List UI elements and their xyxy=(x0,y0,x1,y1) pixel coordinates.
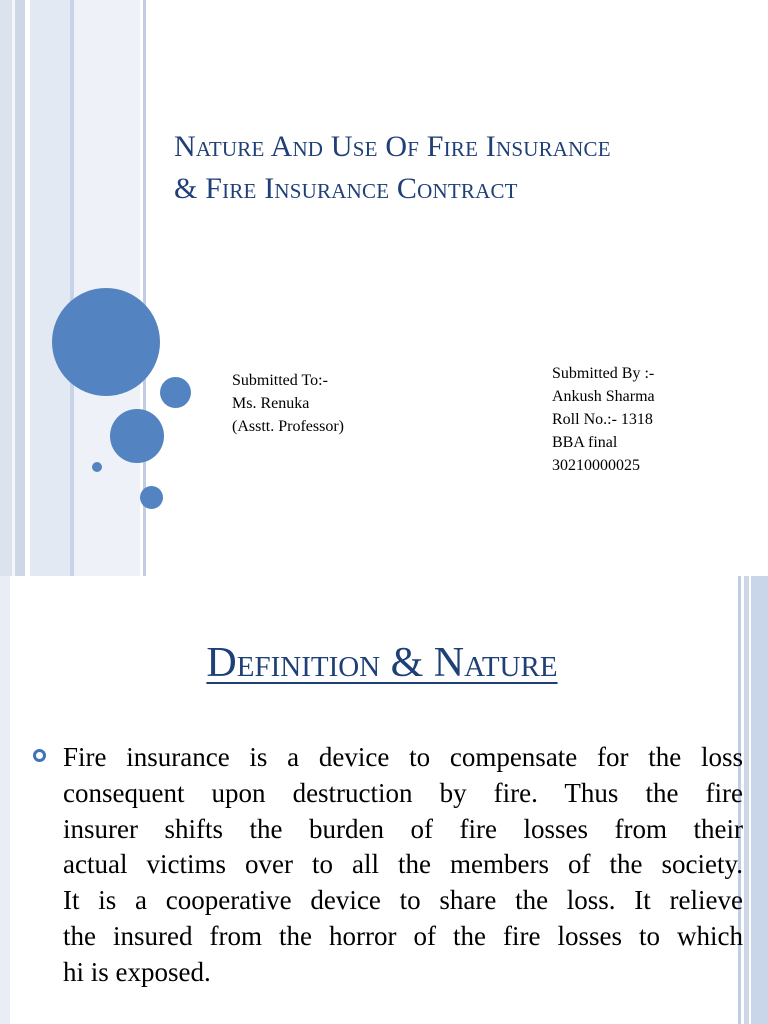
submitted-to-block xyxy=(232,369,344,438)
slide-title-line: & Fire Insurance Contract xyxy=(174,172,518,205)
submitted-by-course: BBA final xyxy=(552,434,618,451)
definition-slide xyxy=(0,576,768,1024)
bullet-line: consequent upon destruction by fire. Thus the fire xyxy=(63,777,743,808)
submitted-by-roll: Roll No.:- 1318 xyxy=(552,411,653,428)
bullet-line: the insured from the horror of the fire losses to which xyxy=(63,920,743,951)
decorative-circle-large xyxy=(52,288,160,396)
bullet-text xyxy=(63,740,743,991)
hollow-circle-bullet-icon xyxy=(33,749,46,762)
bullet-line: Fire insurance is a device to compensate for the loss xyxy=(63,742,743,772)
decorative-stripes xyxy=(0,0,150,576)
submitted-to-name: Ms. Renuka xyxy=(232,395,310,412)
decorative-circle-small xyxy=(160,377,191,408)
bullet-line: actual victims over to all the members of the society. xyxy=(63,849,743,880)
bullet-item xyxy=(33,740,743,991)
slide-heading: Definition & Nature xyxy=(206,640,558,686)
decorative-circle-small xyxy=(140,486,163,509)
submitted-to-heading: Submitted To:- xyxy=(232,372,328,389)
decorative-circle-tiny xyxy=(92,462,102,472)
submitted-by-number: 30210000025 xyxy=(552,457,640,474)
submitted-to-designation: (Asstt. Professor) xyxy=(232,418,344,435)
submitted-by-heading: Submitted By :- xyxy=(552,365,655,382)
submitted-by-name: Ankush Sharma xyxy=(552,388,655,405)
bullet-line: insurer shifts the burden of fire losses from their xyxy=(63,813,743,844)
bullet-line: hi is exposed. xyxy=(63,956,211,987)
decorative-circle-medium xyxy=(110,409,164,463)
slide-title-line: Nature And Use Of Fire Insurance xyxy=(174,130,611,163)
bullet-line: It is a cooperative device to share the loss. It relieve xyxy=(63,885,743,916)
slide-title xyxy=(174,126,754,210)
submitted-by-block xyxy=(552,362,655,477)
